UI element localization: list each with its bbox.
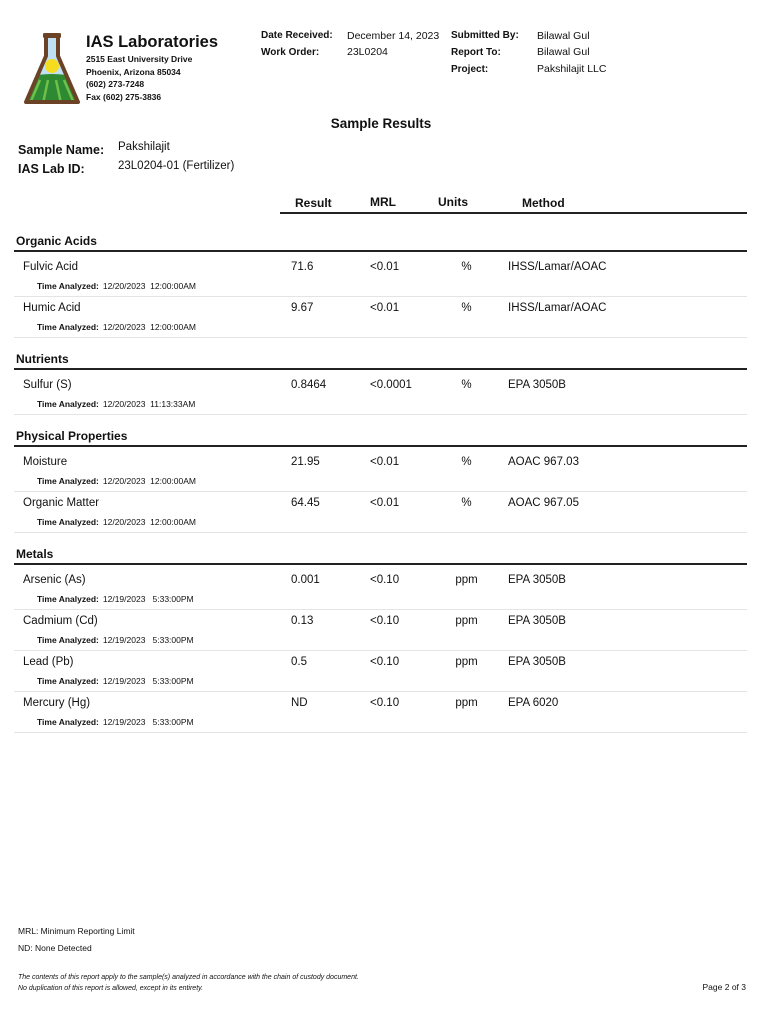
table-row xyxy=(14,692,747,733)
lab-id-value: 23L0204-01 (Fertilizer) xyxy=(118,160,235,172)
analyte-name: Moisture xyxy=(23,456,68,468)
table-row xyxy=(14,492,747,533)
submitted-by-label: Submitted By: xyxy=(451,30,519,41)
time-analyzed xyxy=(37,635,194,645)
disclaimer xyxy=(18,972,359,994)
result-value: 0.001 xyxy=(291,574,320,586)
time-analyzed xyxy=(37,517,196,527)
work-order-label: Work Order: xyxy=(261,47,320,58)
mrl-value: <0.0001 xyxy=(370,379,412,391)
time-analyzed-value: 12/19/2023 5:33:00PM xyxy=(102,676,194,686)
time-analyzed-label: Time Analyzed: xyxy=(37,717,99,727)
time-analyzed xyxy=(37,476,196,486)
time-analyzed-value: 12/20/2023 11:13:33AM xyxy=(102,399,196,409)
mrl-value: <0.01 xyxy=(370,456,400,468)
mrl-value: <0.10 xyxy=(370,615,400,627)
section-title: Nutrients xyxy=(16,352,69,366)
section-rule xyxy=(14,563,747,565)
units-value: ppm xyxy=(455,656,478,668)
table-row xyxy=(14,610,747,651)
result-value: 0.13 xyxy=(291,615,314,627)
method-value: EPA 3050B xyxy=(508,615,566,627)
section-rule xyxy=(14,250,747,252)
mrl-value: <0.10 xyxy=(370,574,400,586)
method-value: EPA 3050B xyxy=(508,574,566,586)
results-table xyxy=(14,220,747,733)
page-title: Sample Results xyxy=(330,116,432,131)
time-analyzed xyxy=(37,281,196,291)
project-value: Pakshilajit LLC xyxy=(537,63,607,75)
time-analyzed-value: 12/19/2023 5:33:00PM xyxy=(102,594,194,604)
table-row xyxy=(14,374,747,415)
analyte-name: Humic Acid xyxy=(23,302,81,314)
sample-name-value: Pakshilajit xyxy=(118,141,170,153)
section-title: Metals xyxy=(16,547,54,561)
nd-footnote: ND: None Detected xyxy=(18,943,92,953)
date-received-label: Date Received: xyxy=(261,30,333,41)
units-value: % xyxy=(461,261,472,273)
units-value: % xyxy=(461,379,472,391)
section-header xyxy=(14,533,747,569)
time-analyzed-label: Time Analyzed: xyxy=(37,594,99,604)
section-header xyxy=(14,220,747,256)
section-rule xyxy=(14,368,747,370)
column-header-mrl: MRL xyxy=(370,195,396,209)
mrl-value: <0.01 xyxy=(370,497,400,509)
result-value: 21.95 xyxy=(291,456,320,468)
lab-address xyxy=(86,53,192,103)
analyte-name: Cadmium (Cd) xyxy=(23,615,98,627)
section-title: Physical Properties xyxy=(16,429,128,443)
column-header-units: Units xyxy=(438,195,468,209)
section-rule xyxy=(14,445,747,447)
disclaimer-line: The contents of this report apply to the sample(s) analyzed in accordance with the chain of custody document. xyxy=(18,974,359,981)
time-analyzed-label: Time Analyzed: xyxy=(37,322,99,332)
submitted-by-value: Bilawal Gul xyxy=(537,30,590,42)
time-analyzed xyxy=(37,676,194,686)
mrl-value: <0.01 xyxy=(370,261,400,273)
units-value: % xyxy=(461,302,472,314)
mrl-value: <0.10 xyxy=(370,656,400,668)
table-row xyxy=(14,569,747,610)
address-line: (602) 273-7248 xyxy=(86,79,145,89)
time-analyzed-value: 12/19/2023 5:33:00PM xyxy=(102,717,194,727)
analyte-name: Organic Matter xyxy=(23,497,100,509)
method-value: EPA 3050B xyxy=(508,656,566,668)
time-analyzed-label: Time Analyzed: xyxy=(37,517,99,527)
disclaimer-line: No duplication of this report is allowed, except in its entirety. xyxy=(18,985,204,992)
time-analyzed-value: 12/20/2023 12:00:00AM xyxy=(102,476,196,486)
section-header xyxy=(14,338,747,374)
flask-logo-icon xyxy=(22,32,82,108)
time-analyzed-value: 12/20/2023 12:00:00AM xyxy=(102,322,196,332)
lab-name: IAS Laboratories xyxy=(86,33,219,51)
time-analyzed-label: Time Analyzed: xyxy=(37,281,99,291)
page-number: Page 2 of 3 xyxy=(702,982,746,992)
mrl-value: <0.10 xyxy=(370,697,400,709)
section-title: Organic Acids xyxy=(16,234,97,248)
column-header-method: Method xyxy=(522,196,565,210)
result-value: ND xyxy=(291,697,308,709)
analyte-name: Fulvic Acid xyxy=(23,261,78,273)
table-row xyxy=(14,256,747,297)
units-value: ppm xyxy=(455,574,478,586)
mrl-footnote: MRL: Minimum Reporting Limit xyxy=(18,926,135,936)
analyte-name: Arsenic (As) xyxy=(23,574,86,586)
time-analyzed-label: Time Analyzed: xyxy=(37,635,99,645)
analyte-name: Sulfur (S) xyxy=(23,379,72,391)
analyte-name: Lead (Pb) xyxy=(23,656,74,668)
units-value: % xyxy=(461,497,472,509)
section-header xyxy=(14,415,747,451)
result-value: 0.5 xyxy=(291,656,307,668)
units-value: ppm xyxy=(455,615,478,627)
method-value: EPA 3050B xyxy=(508,379,566,391)
time-analyzed-label: Time Analyzed: xyxy=(37,676,99,686)
units-value: ppm xyxy=(455,697,478,709)
time-analyzed xyxy=(37,594,194,604)
column-header-rule xyxy=(280,212,747,214)
method-value: EPA 6020 xyxy=(508,697,559,709)
time-analyzed-value: 12/20/2023 12:00:00AM xyxy=(102,517,196,527)
method-value: AOAC 967.03 xyxy=(508,456,579,468)
column-header-result: Result xyxy=(295,196,332,210)
work-order-value: 23L0204 xyxy=(347,46,388,58)
date-received-value: December 14, 2023 xyxy=(347,30,440,42)
table-row xyxy=(14,297,747,338)
time-analyzed xyxy=(37,322,196,332)
lab-id-label: IAS Lab ID: xyxy=(18,162,85,176)
analyte-name: Mercury (Hg) xyxy=(23,697,91,709)
table-row xyxy=(14,451,747,492)
result-value: 71.6 xyxy=(291,261,314,273)
method-value: IHSS/Lamar/AOAC xyxy=(508,302,607,314)
method-value: IHSS/Lamar/AOAC xyxy=(508,261,607,273)
time-analyzed-value: 12/20/2023 12:00:00AM xyxy=(102,281,196,291)
units-value: % xyxy=(461,456,472,468)
mrl-value: <0.01 xyxy=(370,302,400,314)
address-line: Phoenix, Arizona 85034 xyxy=(86,66,181,77)
result-value: 9.67 xyxy=(291,302,314,314)
result-value: 64.45 xyxy=(291,497,320,509)
time-analyzed xyxy=(37,717,194,727)
table-row xyxy=(14,651,747,692)
time-analyzed-label: Time Analyzed: xyxy=(37,399,99,409)
method-value: AOAC 967.05 xyxy=(508,497,579,509)
project-label: Project: xyxy=(451,64,489,75)
sample-name-label: Sample Name: xyxy=(18,143,105,157)
result-value: 0.8464 xyxy=(291,379,327,391)
report-to-label: Report To: xyxy=(451,47,501,58)
address-line: Fax (602) 275-3836 xyxy=(86,91,162,102)
time-analyzed-label: Time Analyzed: xyxy=(37,476,99,486)
time-analyzed xyxy=(37,399,195,409)
address-line: 2515 East University Drive xyxy=(86,54,193,64)
report-to-value: Bilawal Gul xyxy=(537,46,590,58)
time-analyzed-value: 12/19/2023 5:33:00PM xyxy=(102,635,194,645)
